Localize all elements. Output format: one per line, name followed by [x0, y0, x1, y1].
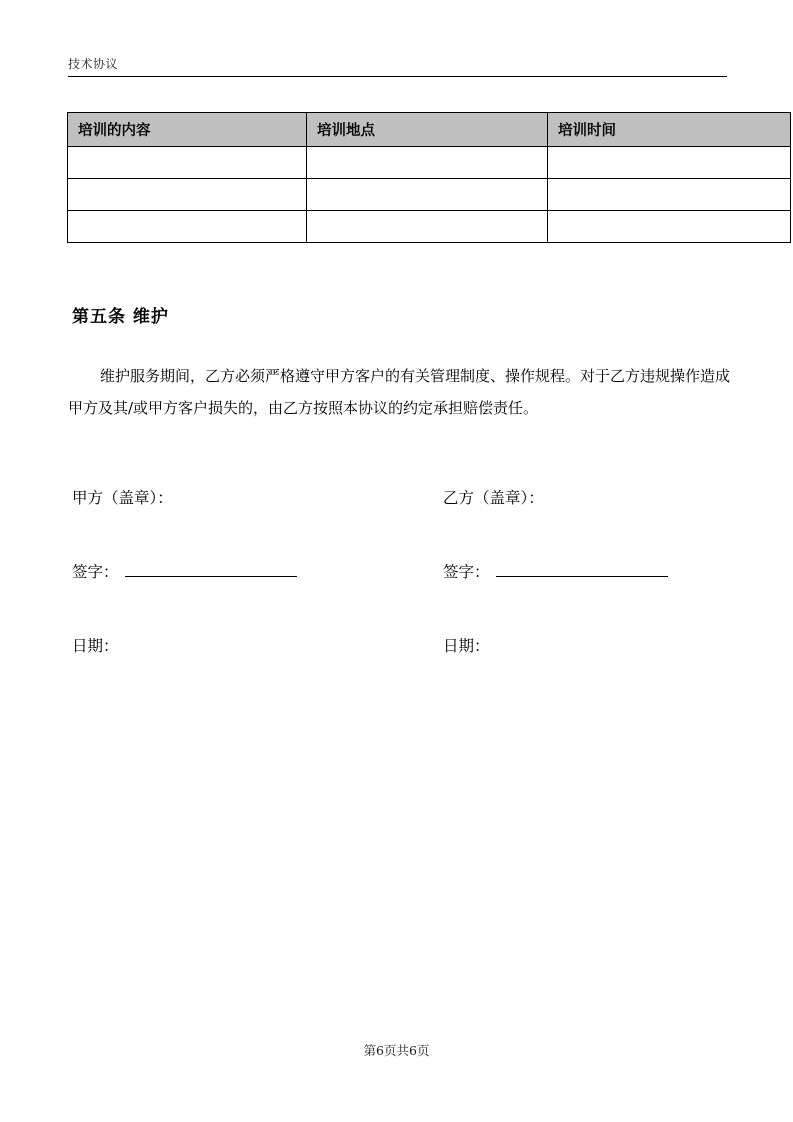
- party-a-seal-label: 甲方（盖章）：: [72, 489, 173, 507]
- signature-sign-row: [0, 560, 793, 634]
- table-row: [68, 147, 791, 179]
- table-cell[interactable]: [548, 179, 791, 211]
- signature-seal-row: [0, 486, 793, 560]
- table-cell[interactable]: [307, 179, 548, 211]
- document-footer: [0, 1040, 793, 1059]
- header-divider: [68, 76, 727, 77]
- party-a-signature-line[interactable]: [125, 563, 297, 577]
- header-title: 技术协议: [68, 57, 119, 71]
- party-a-signature-field: [72, 560, 297, 584]
- party-b-signature-field: [443, 560, 668, 584]
- table-row: [68, 211, 791, 243]
- article-paragraph: 维护服务期间，乙方必须严格遵守甲方客户的有关管理制度、操作规程。对于乙方违规操作造成甲方及其/或甲方客户损失的，由乙方按照本协议的约定承担赔偿责任。: [68, 367, 731, 417]
- signature-block: [0, 486, 793, 708]
- training-table: [67, 112, 791, 243]
- table-header-row: [68, 113, 791, 147]
- party-b-date-label: 日期：: [443, 637, 490, 655]
- table-column-header-content: 培训的内容: [68, 113, 307, 147]
- table-cell[interactable]: [548, 147, 791, 179]
- table-cell[interactable]: [307, 211, 548, 243]
- table-column-header-time: 培训时间: [548, 113, 791, 147]
- document-header: [68, 56, 727, 77]
- table-cell[interactable]: [548, 211, 791, 243]
- party-b-seal-label: 乙方（盖章）：: [443, 489, 544, 507]
- table-cell[interactable]: [68, 179, 307, 211]
- table-cell[interactable]: [307, 147, 548, 179]
- table-row: [68, 179, 791, 211]
- party-a-date-label: 日期：: [72, 637, 119, 655]
- article-heading: 第五条 维护: [72, 307, 169, 327]
- table-cell[interactable]: [68, 147, 307, 179]
- party-a-signature-label: 签字：: [72, 563, 119, 581]
- signature-date-row: [0, 634, 793, 708]
- party-b-signature-line[interactable]: [496, 563, 668, 577]
- table-cell[interactable]: [68, 211, 307, 243]
- party-b-signature-label: 签字：: [443, 563, 490, 581]
- table-column-header-place: 培训地点: [307, 113, 548, 147]
- page-number: 第6页共6页: [363, 1043, 430, 1058]
